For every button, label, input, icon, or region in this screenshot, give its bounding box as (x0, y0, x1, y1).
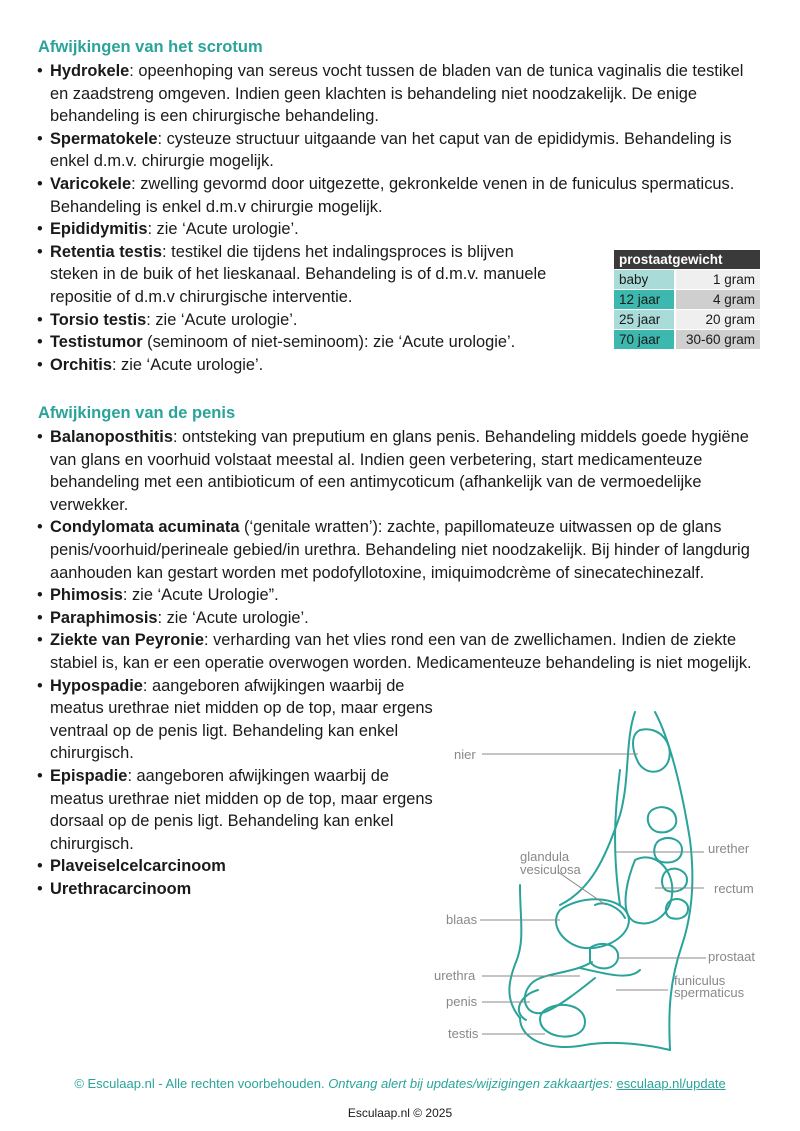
list-item: • Paraphimosis: zie ‘Acute urologie’. (36, 607, 762, 630)
bottom-copyright: Esculaap.nl © 2025 (347, 1106, 453, 1120)
anatomy-outline (509, 712, 692, 1050)
diagram-labels (434, 747, 755, 1041)
list-item: • Hydrokele: opeenhoping van sereus vocht tussen de bladen van de tunica vaginalis die testikel en zaadstreng omgeven. Indien geen klachten is behandeling niet noodzakelijk. De enige behandeling is een chirurgische behandeling. (36, 60, 762, 128)
table-row: baby 1 gram (614, 270, 760, 290)
anatomy-diagram (420, 700, 780, 1062)
label-penis: penis (446, 994, 478, 1009)
label-urethra: urethra (434, 968, 476, 983)
list-item: • Varicokele: zwelling gevormd door uitgezette, gekronkelde venen in de funiculus spermaticus. Behandeling is enkel d.m.v chirurgie mogelijk. (36, 173, 762, 218)
table-header: prostaatgewicht (614, 250, 760, 270)
list-item: • Orchitis: zie ‘Acute urologie’. (36, 354, 762, 377)
list-item: • Hypospadie: aangeboren afwijkingen waarbij de meatus urethrae niet midden op de top, maar ergens ventraal op de penis ligt. Behandeling kan enkel chirurgisch. (36, 675, 440, 765)
list-item: • Retentia testis: testikel die tijdens het indalingsproces is blijven steken in de buik of het lieskanaal. Behandeling is of d.m.v. manuele repositie of d.m.v chirurgische interventie. (36, 241, 560, 309)
label-urether: urether (708, 841, 750, 856)
label-prostaat: prostaat (708, 949, 755, 964)
prostate-weight-table (614, 250, 760, 349)
list-item: • Condylomata acuminata (‘genitale wratten’): zachte, papillomateuze uitwassen op de glans penis/voorhuid/perineale gebied/in urethra. Behandeling niet noodzakelijk. Bij hinder of langdurig aanhouden kan gestart worden met podofyllotoxine, imiquimodcrème of sinecatechinezalf. (36, 516, 762, 584)
label-rectum: rectum (714, 881, 754, 896)
list-item: • Torsio testis: zie ‘Acute urologie’. (36, 309, 762, 332)
footer (0, 1076, 800, 1091)
label-blaas: blaas (446, 912, 478, 927)
list-item: • Testistumor (seminoom of niet-seminoom): zie ‘Acute urologie’. (36, 331, 762, 354)
label-glandula: glandula (520, 849, 570, 864)
list-item: • Spermatokele: cysteuze structuur uitgaande van het caput van de epididymis. Behandeling is enkel d.m.v. chirurgie mogelijk. (36, 128, 762, 173)
list-item: • Epididymitis: zie ‘Acute urologie’. (36, 218, 762, 241)
footer-alert-text: Ontvang alert bij updates/wijzigingen zakkaartjes: (328, 1076, 613, 1091)
list-item: • Urethracarcinoom (36, 878, 762, 901)
table-row: 70 jaar 30-60 gram (614, 330, 760, 350)
label-testis: testis (448, 1026, 479, 1041)
list-item: • Plaveiselcelcarcinoom (36, 855, 762, 878)
list-item: • Epispadie: aangeboren afwijkingen waarbij de meatus urethrae niet midden op de top, maar ergens dorsaal op de penis ligt. Behandeling kan enkel chirurgisch. (36, 765, 440, 855)
table-row: 12 jaar 4 gram (614, 290, 760, 310)
table-row: 25 jaar 20 gram (614, 310, 760, 330)
scrotum-heading: Afwijkingen van het scrotum (38, 38, 263, 56)
footer-update-link[interactable]: esculaap.nl/update (616, 1076, 726, 1091)
penis-heading: Afwijkingen van de penis (38, 404, 236, 422)
footer-copyright: © Esculaap.nl - Alle rechten voorbehouden. (74, 1076, 325, 1091)
list-item: • Balanoposthitis: ontsteking van preputium en glans penis. Behandeling middels goede hygiëne van glans en voorhuid volstaat meestal al. Indien geen verbetering, start medicamenteuze behandeling met een antibioticum of een antimycoticum (afhankelijk van de vermoedelijke verwekker. (36, 426, 762, 516)
label-funiculus: funiculus (674, 973, 726, 988)
list-item: • Ziekte van Peyronie: verharding van het vlies rond een van de zwellichamen. Indien de ziekte stabiel is, kan er een operatie overwogen worden. Medicamenteuze behandeling is niet mogelijk. (36, 629, 762, 674)
label-spermaticus: spermaticus (674, 985, 745, 1000)
label-vesiculosa: vesiculosa (520, 862, 581, 877)
list-item: • Phimosis: zie ‘Acute Urologie”. (36, 584, 762, 607)
label-nier: nier (454, 747, 476, 762)
